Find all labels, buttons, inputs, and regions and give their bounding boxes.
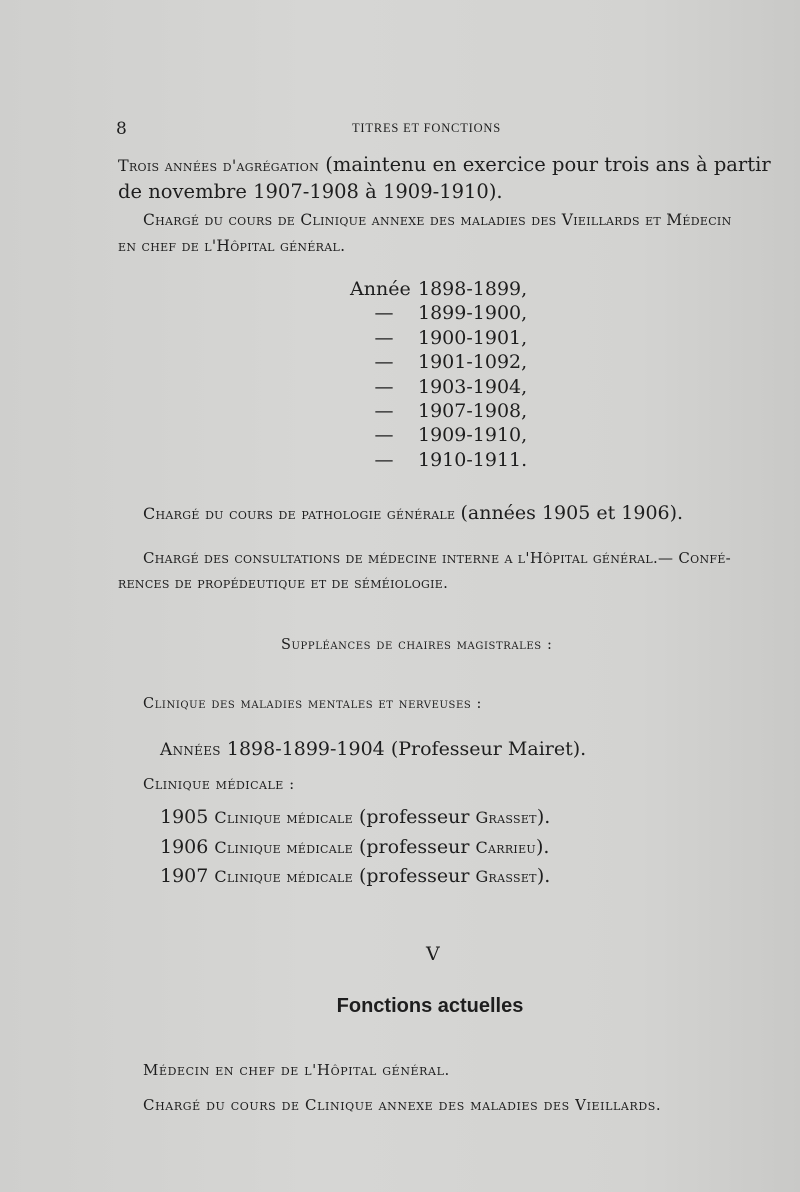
section-numeral: V — [426, 943, 440, 965]
consultations-line-1: Chargé des consultations de médecine interne a l'Hôpital général.— Confé- — [143, 549, 732, 567]
year-lead: Année — [350, 278, 411, 300]
year-dash: — — [374, 302, 394, 325]
year-dash: — — [374, 448, 394, 471]
charge-cours-paragraph — [118, 207, 732, 259]
year-value: 1899-1900, — [418, 302, 528, 325]
agregation-label: Trois années d'agrégation — [118, 156, 320, 175]
agregation-text: (maintenu en exercice pour trois ans à partir — [325, 153, 771, 176]
clinique-entry-prof: Grasset — [475, 867, 537, 886]
clinique-entry — [160, 806, 550, 828]
running-head: TITRES ET FONCTIONS — [352, 121, 502, 135]
annees-text: 1898-1899-1904 (Professeur Mairet). — [226, 738, 587, 760]
pathologie-paragraph — [143, 502, 683, 524]
year-row — [350, 448, 527, 472]
clinique-entry — [160, 836, 549, 858]
year-value: 1910-1911. — [418, 448, 528, 471]
annees-label: Années — [160, 740, 221, 760]
year-value: 1898-1899, — [418, 278, 528, 300]
charge-cours-line-2: en chef de l'Hôpital général. — [118, 237, 346, 255]
clinique-entry-text: (professeur — [358, 865, 470, 887]
pathologie-text: (années 1905 et 1906). — [460, 502, 684, 524]
page-number: 8 — [116, 119, 127, 139]
year-value: 1903-1904, — [418, 375, 528, 398]
year-row — [350, 375, 527, 399]
clinique-entry — [160, 865, 550, 887]
clinique-entry-year: 1907 — [160, 865, 209, 887]
clinique-entry-text: (professeur — [358, 806, 470, 828]
year-value: 1909-1910, — [418, 424, 528, 447]
clinique-entry-label: Clinique médicale — [214, 867, 353, 886]
year-dash: — — [374, 424, 394, 447]
consultations-line-2: rences de propédeutique et de séméiologie. — [118, 574, 449, 592]
annees-line — [160, 738, 586, 760]
clinique-entry-year: 1906 — [160, 836, 209, 858]
clinique-entry-label: Clinique médicale — [214, 808, 353, 827]
year-dash: — — [374, 375, 394, 398]
suppleances-title: Suppléances de chaires magistrales : — [281, 637, 553, 653]
year-row — [350, 277, 527, 301]
clinique-entry-year: 1905 — [160, 806, 209, 828]
clinique-entry-text: (professeur — [358, 836, 470, 858]
fonction-line-2: Chargé du cours de Clinique annexe des maladies des Vieillards. — [143, 1096, 662, 1114]
clinique-entry-end: ). — [536, 865, 551, 887]
year-value: 1901-1092, — [418, 351, 528, 374]
clinique-entry-prof: Carrieu — [475, 838, 536, 857]
year-row — [350, 350, 527, 374]
clinique-mentales-heading: Clinique des maladies mentales et nerveuses : — [143, 696, 483, 712]
clinique-entry-end: ). — [536, 806, 551, 828]
agregation-text-2: de novembre 1907-1908 à 1909-1910). — [118, 180, 503, 203]
year-row — [350, 399, 527, 423]
year-value: 1900-1901, — [418, 326, 528, 349]
section-title: Fonctions actuelles — [336, 995, 524, 1017]
year-row — [350, 301, 527, 325]
fonction-line-1: Médecin en chef de l'Hôpital général. — [143, 1061, 450, 1079]
year-dash: — — [374, 326, 394, 349]
clinique-entry-prof: Grasset — [475, 808, 537, 827]
year-value: 1907-1908, — [418, 400, 528, 423]
agregation-paragraph — [118, 152, 771, 205]
clinique-entry-label: Clinique médicale — [214, 838, 353, 857]
pathologie-label: Chargé du cours de pathologie générale — [143, 504, 456, 523]
clinique-medicale-heading: Clinique médicale : — [143, 775, 295, 793]
consultations-paragraph — [118, 546, 731, 596]
year-dash: — — [374, 400, 394, 423]
year-dash: — — [374, 351, 394, 374]
clinique-entry-end: ). — [535, 836, 550, 858]
years-list — [350, 277, 527, 472]
charge-cours-line-1: Chargé du cours de Clinique annexe des maladies des Vieillards et Médecin — [143, 211, 732, 229]
year-row — [350, 326, 527, 350]
year-row — [350, 423, 527, 447]
